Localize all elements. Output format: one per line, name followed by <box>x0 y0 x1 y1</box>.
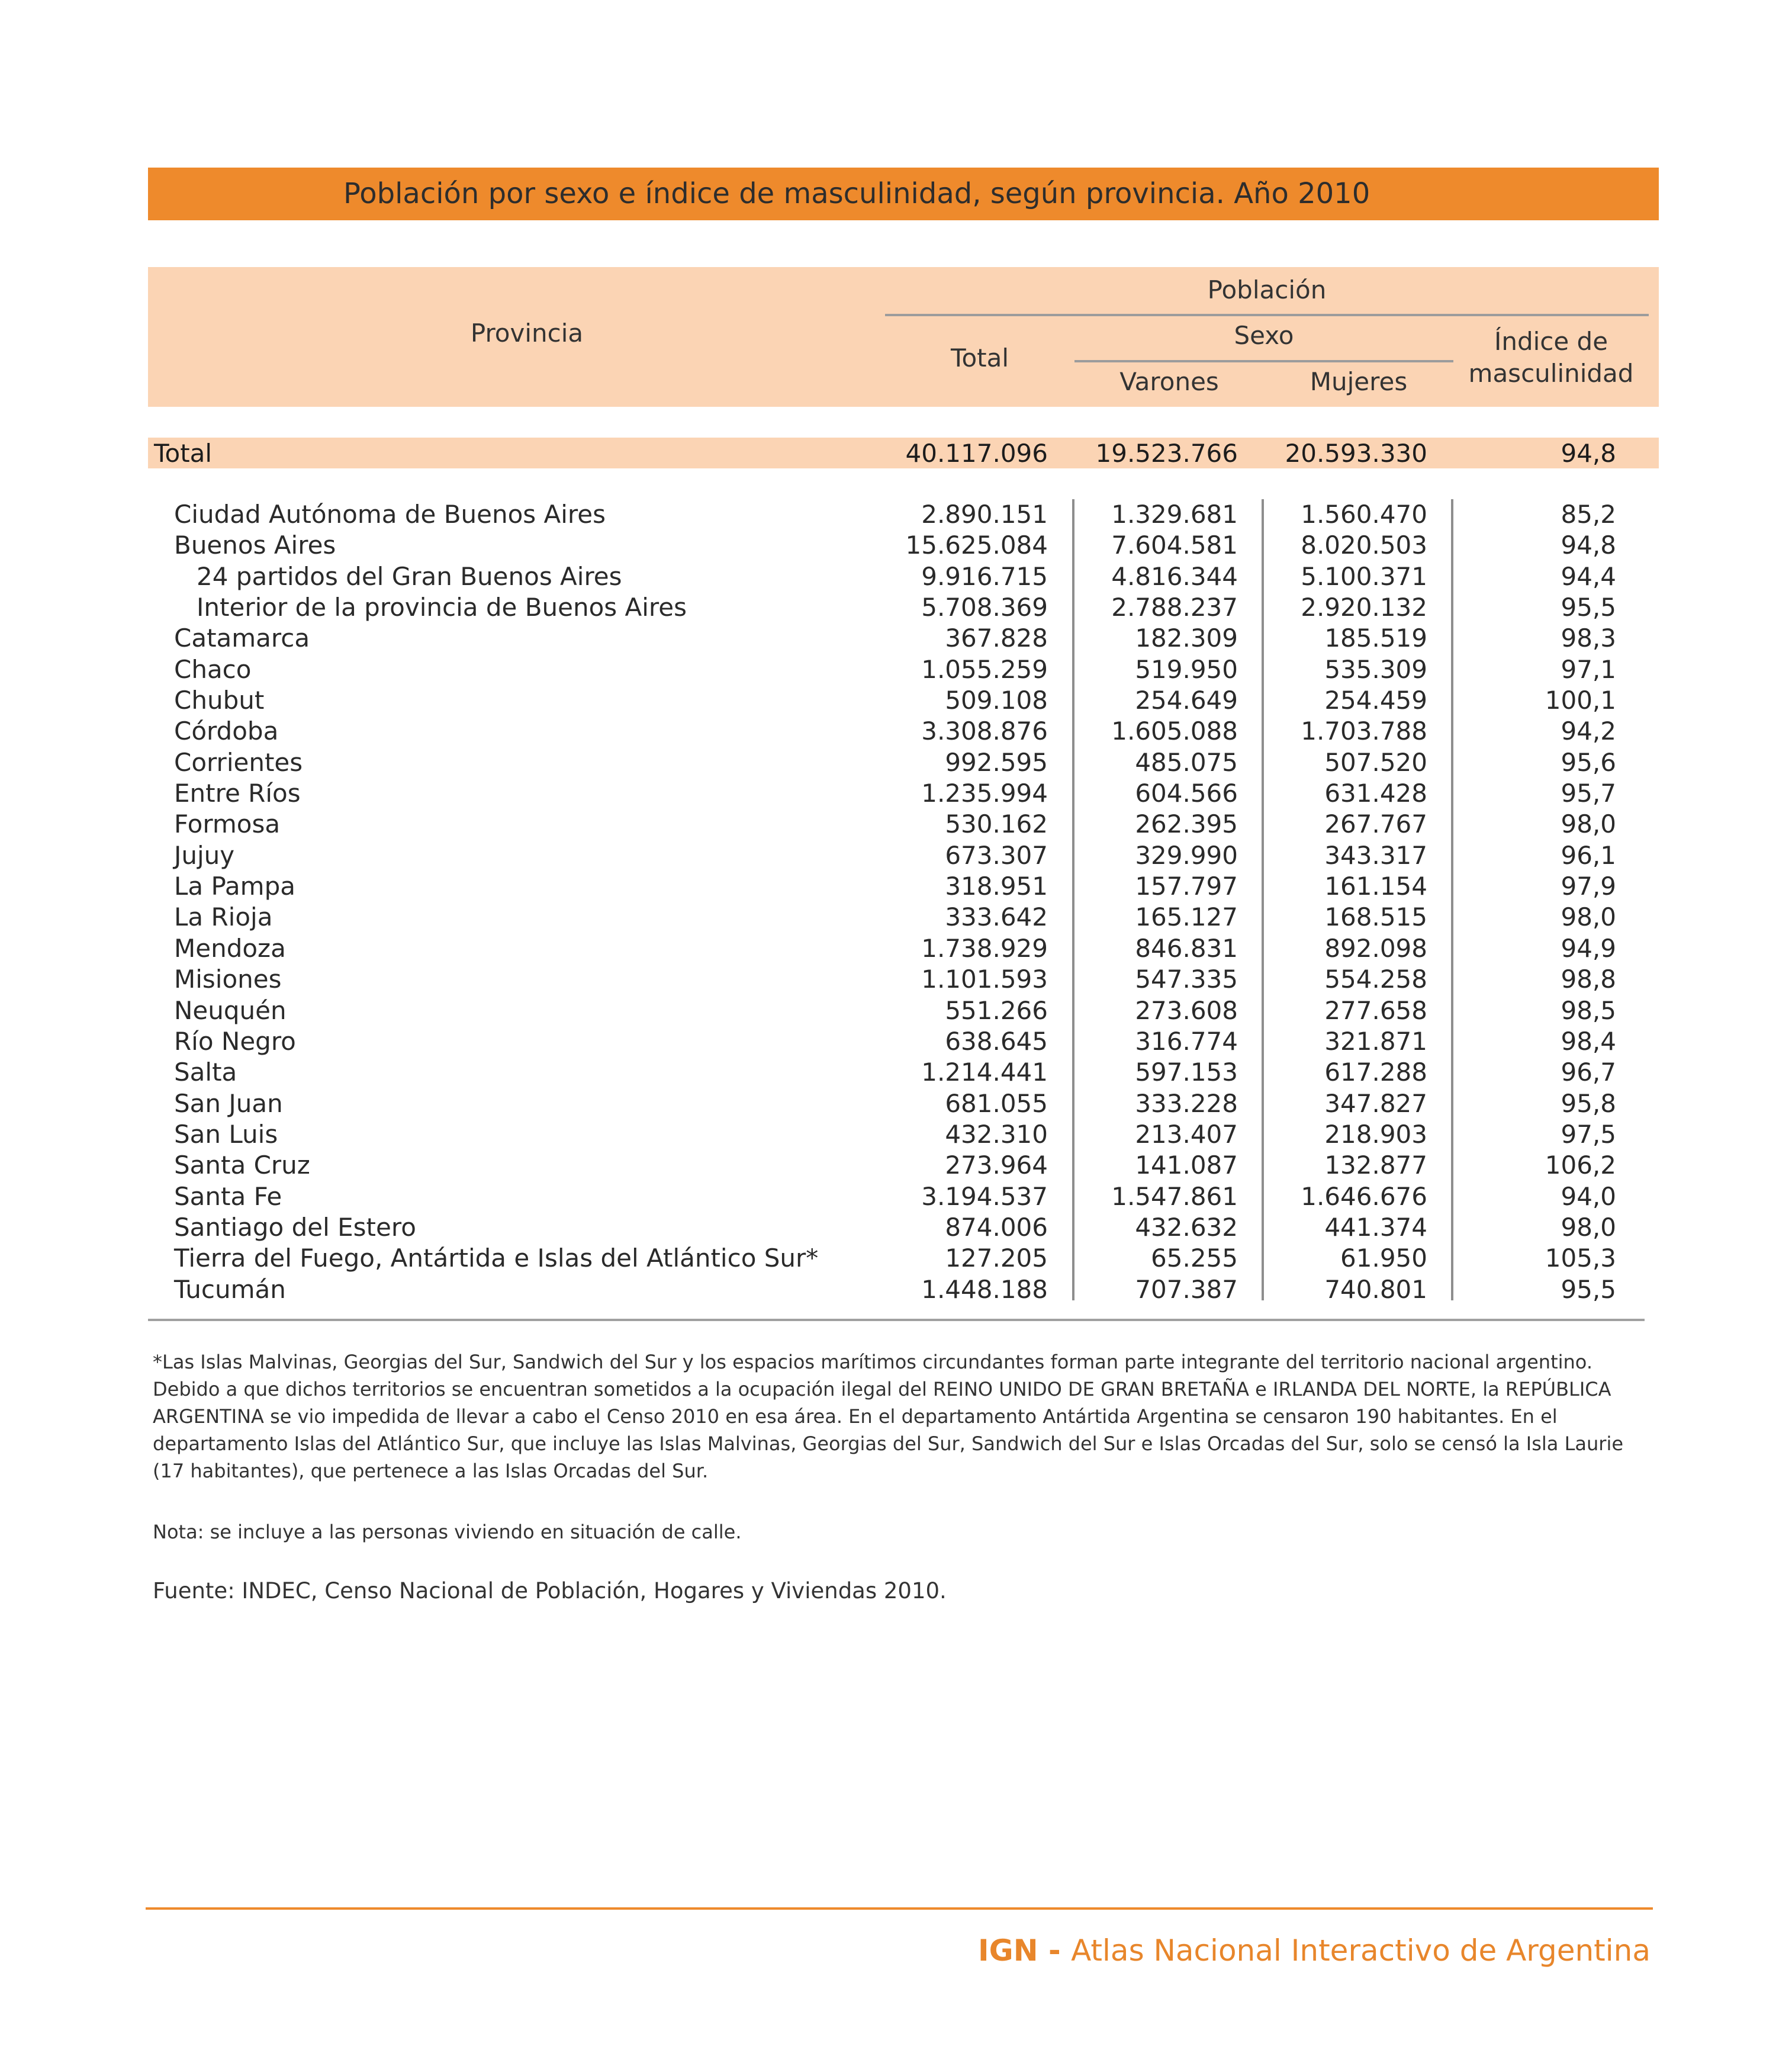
row-mujeres: 1.646.676 <box>1301 1181 1427 1211</box>
row-mujeres: 254.459 <box>1324 686 1427 715</box>
header-provincia: Provincia <box>470 319 584 348</box>
table-title: Población por sexo e índice de masculinidad, según provincia. Año 2010 <box>343 177 1370 210</box>
row-provincia: Chaco <box>174 654 252 684</box>
row-varones: 65.255 <box>1151 1244 1238 1273</box>
total-label: Total <box>154 439 213 468</box>
table-row <box>148 747 1659 778</box>
row-indice: 94,4 <box>1561 561 1616 591</box>
row-varones: 1.547.861 <box>1111 1181 1238 1211</box>
table-row <box>148 809 1659 840</box>
footer-org: IGN - <box>978 1933 1072 1968</box>
row-total: 673.307 <box>945 840 1048 870</box>
row-provincia: Tierra del Fuego, Antártida e Islas del Atlántico Sur* <box>174 1244 819 1273</box>
row-indice: 95,7 <box>1561 779 1616 808</box>
row-total: 3.194.537 <box>921 1181 1048 1211</box>
row-total: 5.708.369 <box>921 593 1048 622</box>
row-total: 367.828 <box>945 624 1048 653</box>
row-mujeres: 61.950 <box>1340 1244 1427 1273</box>
row-indice: 97,9 <box>1561 872 1616 901</box>
header-sexo: Sexo <box>1234 321 1294 350</box>
row-total: 9.916.715 <box>921 561 1048 591</box>
row-indice: 96,1 <box>1561 840 1616 870</box>
row-indice: 96,7 <box>1561 1058 1616 1087</box>
row-total: 318.951 <box>945 872 1048 901</box>
table-row <box>148 1274 1659 1305</box>
row-indice: 98,3 <box>1561 624 1616 653</box>
table-row <box>148 1026 1659 1057</box>
table-row <box>148 561 1659 592</box>
row-indice: 94,9 <box>1561 933 1616 963</box>
row-varones: 485.075 <box>1135 747 1238 777</box>
table-row <box>148 592 1659 623</box>
row-indice: 94,8 <box>1561 531 1616 560</box>
table-body <box>148 499 1659 1305</box>
row-mujeres: 218.903 <box>1324 1119 1427 1149</box>
row-provincia: Interior de la provincia de Buenos Aires <box>197 593 687 622</box>
row-varones: 254.649 <box>1135 686 1238 715</box>
note: Nota: se incluye a las personas viviendo en situación de calle. <box>153 1521 742 1543</box>
row-varones: 262.395 <box>1135 809 1238 839</box>
source: Fuente: INDEC, Censo Nacional de Población, Hogares y Viviendas 2010. <box>153 1578 947 1604</box>
row-indice: 94,2 <box>1561 717 1616 746</box>
row-varones: 2.788.237 <box>1111 593 1238 622</box>
total-indice: 94,8 <box>1561 439 1616 468</box>
row-total: 3.308.876 <box>921 717 1048 746</box>
row-provincia: Santa Fe <box>174 1181 282 1211</box>
row-indice: 105,3 <box>1545 1244 1616 1273</box>
row-mujeres: 168.515 <box>1324 902 1427 932</box>
table-row <box>148 1212 1659 1243</box>
row-indice: 94,0 <box>1561 1181 1616 1211</box>
row-varones: 316.774 <box>1135 1026 1238 1056</box>
row-total: 1.101.593 <box>921 965 1048 994</box>
row-varones: 165.127 <box>1135 902 1238 932</box>
row-provincia: Salta <box>174 1058 237 1087</box>
footer <box>978 1933 1651 1968</box>
row-total: 273.964 <box>945 1151 1048 1180</box>
row-mujeres: 2.920.132 <box>1301 593 1427 622</box>
row-varones: 329.990 <box>1135 840 1238 870</box>
table-row <box>148 902 1659 933</box>
row-total: 15.625.084 <box>905 531 1048 560</box>
table-row <box>148 1243 1659 1274</box>
row-mujeres: 1.703.788 <box>1301 717 1427 746</box>
row-indice: 98,0 <box>1561 902 1616 932</box>
row-indice: 100,1 <box>1545 686 1616 715</box>
row-varones: 273.608 <box>1135 995 1238 1025</box>
row-provincia: Chubut <box>174 686 265 715</box>
row-varones: 157.797 <box>1135 872 1238 901</box>
row-provincia: San Luis <box>174 1119 278 1149</box>
row-total: 127.205 <box>945 1244 1048 1273</box>
row-total: 1.448.188 <box>921 1274 1048 1304</box>
row-total: 432.310 <box>945 1119 1048 1149</box>
row-mujeres: 161.154 <box>1324 872 1427 901</box>
row-mujeres: 892.098 <box>1324 933 1427 963</box>
table-row <box>148 1088 1659 1119</box>
row-varones: 4.816.344 <box>1111 561 1238 591</box>
footer-rule <box>146 1907 1653 1910</box>
table-row <box>148 1150 1659 1181</box>
row-indice: 95,6 <box>1561 747 1616 777</box>
row-provincia: Neuquén <box>174 995 287 1025</box>
total-total: 40.117.096 <box>905 439 1048 468</box>
row-indice: 85,2 <box>1561 500 1616 529</box>
row-indice: 95,5 <box>1561 1274 1616 1304</box>
table-row <box>148 530 1659 561</box>
row-mujeres: 321.871 <box>1324 1026 1427 1056</box>
row-indice: 97,1 <box>1561 654 1616 684</box>
row-total: 681.055 <box>945 1088 1048 1118</box>
header-divider-poblacion <box>885 314 1649 316</box>
table-row <box>148 716 1659 747</box>
row-indice: 106,2 <box>1545 1151 1616 1180</box>
table-title-bar <box>148 168 1659 220</box>
header-mujeres: Mujeres <box>1310 367 1408 396</box>
row-provincia: Misiones <box>174 965 282 994</box>
row-total: 509.108 <box>945 686 1048 715</box>
header-divider-sexo <box>1074 360 1453 362</box>
row-varones: 547.335 <box>1135 965 1238 994</box>
row-indice: 95,8 <box>1561 1088 1616 1118</box>
row-mujeres: 132.877 <box>1324 1151 1427 1180</box>
table-row <box>148 871 1659 902</box>
row-provincia: Córdoba <box>174 717 279 746</box>
row-mujeres: 441.374 <box>1324 1212 1427 1242</box>
row-mujeres: 631.428 <box>1324 779 1427 808</box>
row-mujeres: 1.560.470 <box>1301 500 1427 529</box>
row-provincia: Santa Cruz <box>174 1151 310 1180</box>
header-total: Total <box>950 343 1009 372</box>
row-mujeres: 267.767 <box>1324 809 1427 839</box>
row-total: 874.006 <box>945 1212 1048 1242</box>
row-indice: 95,5 <box>1561 593 1616 622</box>
row-provincia: La Pampa <box>174 872 295 901</box>
row-varones: 1.329.681 <box>1111 500 1238 529</box>
header-indice-line1: Índice de <box>1494 327 1608 356</box>
row-mujeres: 554.258 <box>1324 965 1427 994</box>
row-mujeres: 5.100.371 <box>1301 561 1427 591</box>
row-indice: 98,0 <box>1561 1212 1616 1242</box>
table-row <box>148 685 1659 716</box>
row-varones: 519.950 <box>1135 654 1238 684</box>
row-mujeres: 8.020.503 <box>1301 531 1427 560</box>
table-bottom-rule <box>148 1319 1645 1321</box>
row-mujeres: 617.288 <box>1324 1058 1427 1087</box>
row-mujeres: 277.658 <box>1324 995 1427 1025</box>
row-mujeres: 535.309 <box>1324 654 1427 684</box>
footer-name: Atlas Nacional Interactivo de Argentina <box>1071 1933 1651 1968</box>
row-varones: 1.605.088 <box>1111 717 1238 746</box>
table-row <box>148 1119 1659 1150</box>
row-provincia: Formosa <box>174 809 281 839</box>
row-total: 1.055.259 <box>921 654 1048 684</box>
row-provincia: Buenos Aires <box>174 531 336 560</box>
row-provincia: Corrientes <box>174 747 303 777</box>
row-mujeres: 185.519 <box>1324 624 1427 653</box>
row-mujeres: 740.801 <box>1324 1274 1427 1304</box>
row-mujeres: 343.317 <box>1324 840 1427 870</box>
row-provincia: Mendoza <box>174 933 286 963</box>
table-row <box>148 654 1659 685</box>
row-provincia: Entre Ríos <box>174 779 301 808</box>
total-varones: 19.523.766 <box>1095 439 1238 468</box>
row-provincia: Río Negro <box>174 1026 296 1056</box>
row-indice: 98,5 <box>1561 995 1616 1025</box>
row-provincia: La Rioja <box>174 902 273 932</box>
row-total: 1.214.441 <box>921 1058 1048 1087</box>
table-row <box>148 964 1659 995</box>
table-row <box>148 778 1659 809</box>
row-varones: 141.087 <box>1135 1151 1238 1180</box>
row-provincia: Jujuy <box>174 840 235 870</box>
row-indice: 98,0 <box>1561 809 1616 839</box>
row-indice: 97,5 <box>1561 1119 1616 1149</box>
row-varones: 432.632 <box>1135 1212 1238 1242</box>
total-mujeres: 20.593.330 <box>1285 439 1427 468</box>
row-total: 551.266 <box>945 995 1048 1025</box>
table-header <box>148 267 1659 407</box>
row-varones: 182.309 <box>1135 624 1238 653</box>
row-provincia: San Juan <box>174 1088 283 1118</box>
row-total: 2.890.151 <box>921 500 1048 529</box>
row-total: 992.595 <box>945 747 1048 777</box>
header-indice-line2: masculinidad <box>1468 359 1634 388</box>
row-total: 638.645 <box>945 1026 1048 1056</box>
row-varones: 333.228 <box>1135 1088 1238 1118</box>
row-total: 1.738.929 <box>921 933 1048 963</box>
row-total: 1.235.994 <box>921 779 1048 808</box>
row-provincia: Santiago del Estero <box>174 1212 416 1242</box>
table-row <box>148 1057 1659 1088</box>
table-row <box>148 995 1659 1026</box>
table-row <box>148 1181 1659 1212</box>
table-row <box>148 840 1659 871</box>
row-provincia: Tucumán <box>174 1274 286 1304</box>
table-row <box>148 933 1659 964</box>
table-row <box>148 623 1659 654</box>
row-total: 333.642 <box>945 902 1048 932</box>
row-varones: 604.566 <box>1135 779 1238 808</box>
row-total: 530.162 <box>945 809 1048 839</box>
header-varones: Varones <box>1119 367 1219 396</box>
row-mujeres: 507.520 <box>1324 747 1427 777</box>
row-indice: 98,4 <box>1561 1026 1616 1056</box>
row-varones: 213.407 <box>1135 1119 1238 1149</box>
row-varones: 846.831 <box>1135 933 1238 963</box>
row-provincia: Catamarca <box>174 624 310 653</box>
header-poblacion: Población <box>1207 275 1327 304</box>
footnote: *Las Islas Malvinas, Georgias del Sur, Sandwich del Sur y los espacios marítimos circundantes forman parte integrante del territorio nacional argentino. Debido a que dichos territorios se encuentran sometidos a la ocupación ilegal del REINO UNIDO DE GRAN BRETAÑA e IRLANDA DEL NORTE, la REPÚBLICA ARGENTINA se vio impedida de llevar a cabo el Censo 2010 en esa área. En el departamento Antártida Argentina se censaron 190 habitantes. En el departamento Islas del Atlántico Sur, que incluye las Islas Malvinas, Georgias del Sur, Sandwich del Sur e Islas Orcadas del Sur, solo se censó la Isla Laurie (17 habitantes), que pertenece a las Islas Orcadas del Sur. <box>153 1351 1624 1482</box>
total-row <box>148 438 1659 468</box>
row-varones: 707.387 <box>1135 1274 1238 1304</box>
row-varones: 7.604.581 <box>1111 531 1238 560</box>
row-provincia: Ciudad Autónoma de Buenos Aires <box>174 500 606 529</box>
row-mujeres: 347.827 <box>1324 1088 1427 1118</box>
row-varones: 597.153 <box>1135 1058 1238 1087</box>
table-row <box>148 499 1659 530</box>
row-provincia: 24 partidos del Gran Buenos Aires <box>197 561 622 591</box>
row-indice: 98,8 <box>1561 965 1616 994</box>
